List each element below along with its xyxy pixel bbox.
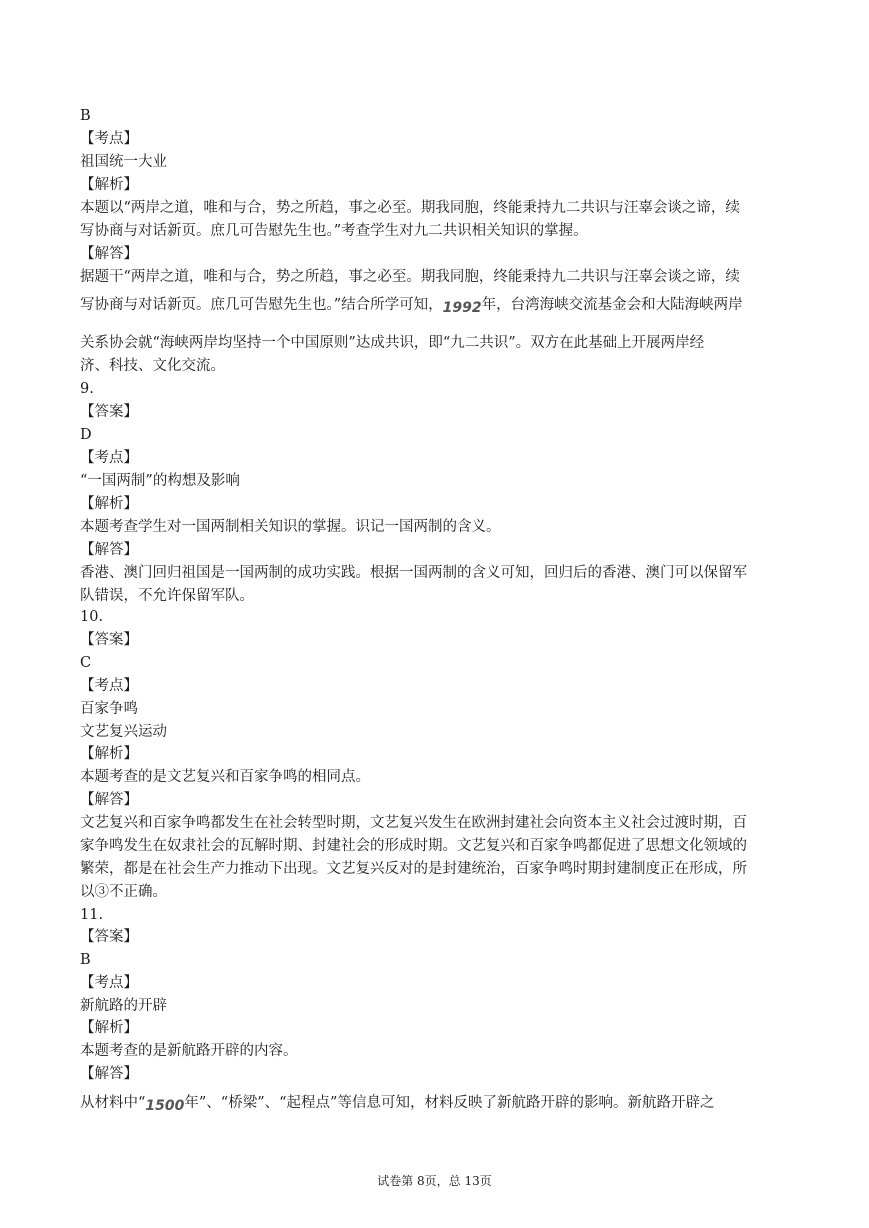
q9-jieda-line-1: 香港、澳门回归祖国是一国两制的成功实践。根据一国两制的含义可知，回归后的香港、澳门可以保留军 <box>80 565 747 581</box>
q8-jiexi-line-1: 本题以“两岸之道，唯和与合，势之所趋，事之必至。期我同胞，终能秉持九二共识与汪辜会谈之谛，续 <box>80 200 740 216</box>
q10-kaodian-label: 【考点】 <box>80 678 138 694</box>
q8-kaodian-label: 【考点】 <box>80 131 138 147</box>
q8-kaodian: 祖国统一大业 <box>80 154 167 170</box>
q11-jieda-line-1b: 年”、“桥梁”、“起程点”等信息可知，材料反映了新航路开辟的影响。新航路开辟之 <box>184 1095 715 1111</box>
q10-jieda-label: 【解答】 <box>80 792 138 808</box>
q9-number: 9. <box>80 381 94 397</box>
q9-jieda-label: 【解答】 <box>80 542 138 558</box>
q10-jieda-line-2: 家争鸣发生在奴隶社会的瓦解时期、封建社会的形成时期。文艺复兴和百家争鸣都促进了思想文化领域的 <box>80 838 747 854</box>
q8-jieda-line-1: 据题干“两岸之道，唯和与合，势之所趋，事之必至。期我同胞，终能秉持九二共识与汪辜会谈之谛，续 <box>80 269 740 285</box>
q10-kaodian-2: 文艺复兴运动 <box>80 724 167 740</box>
q9-jieda-line-2: 队错误，不允许保留军队。 <box>80 588 254 604</box>
q10-answer: C <box>80 655 92 671</box>
q11-kaodian-label: 【考点】 <box>80 975 138 991</box>
q9-jiexi-label: 【解析】 <box>80 496 138 512</box>
q11-answer-label: 【答案】 <box>80 929 138 945</box>
q8-jieda-line-3: 关系协会就“海峡两岸均坚持一个中国原则”达成共识，即“九二共识”。双方在此基础上开展两岸经 <box>80 335 705 351</box>
q11-jieda-line-1 <box>80 1092 785 1114</box>
q11-jiexi-label: 【解析】 <box>80 1020 138 1036</box>
q8-jieda-line-2b: 年，台湾海峡交流基金会和大陆海峡两岸 <box>481 297 743 313</box>
q10-number: 10. <box>80 609 104 625</box>
q10-jiexi: 本题考查的是文艺复兴和百家争鸣的相同点。 <box>80 769 370 785</box>
q11-jieda-line-1a: 从材料中“ <box>80 1095 146 1111</box>
year-1500: 1500 <box>145 1098 185 1114</box>
q10-kaodian-1: 百家争鸣 <box>80 701 138 717</box>
q9-answer: D <box>80 427 92 443</box>
q11-jiexi: 本题考查的是新航路开辟的内容。 <box>80 1043 298 1059</box>
q8-jiexi-label: 【解析】 <box>80 177 138 193</box>
q9-answer-label: 【答案】 <box>80 404 138 420</box>
q10-jiexi-label: 【解析】 <box>80 746 138 762</box>
q11-number: 11. <box>80 907 104 923</box>
q10-jieda-line-1: 文艺复兴和百家争鸣都发生在社会转型时期，文艺复兴发生在欧洲封建社会向资本主义社会过渡时期，百 <box>80 815 747 831</box>
q11-kaodian: 新航路的开辟 <box>80 998 167 1014</box>
q10-answer-label: 【答案】 <box>80 632 138 648</box>
q8-jiexi-line-2: 写协商与对话新页。庶几可告慰先生也。”考查学生对九二共识相关知识的掌握。 <box>80 223 588 239</box>
q8-jieda-label: 【解答】 <box>80 246 138 262</box>
page-footer: 试卷第 8页，总 13页 <box>377 1174 492 1188</box>
q9-jiexi: 本题考查学生对一国两制相关知识的掌握。识记一国两制的含义。 <box>80 519 501 535</box>
q8-answer: B <box>80 108 91 124</box>
q11-jieda-label: 【解答】 <box>80 1066 138 1082</box>
q11-answer: B <box>80 952 91 968</box>
q8-jieda-line-2 <box>80 294 785 316</box>
q10-jieda-line-3: 繁荣，都是在社会生产力推动下出现。文艺复兴反对的是封建统治，百家争鸣时期封建制度正在形成，所 <box>80 861 747 877</box>
q8-jieda-line-2a: 写协商与对话新页。庶几可告慰先生也。”结合所学可知， <box>80 297 443 313</box>
q8-jieda-line-4: 济、科技、文化交流。 <box>80 358 225 374</box>
q10-jieda-line-4: 以③不正确。 <box>80 884 167 900</box>
year-1992: 1992 <box>442 300 482 316</box>
q9-kaodian-label: 【考点】 <box>80 450 138 466</box>
q9-kaodian: “一国两制”的构想及影响 <box>80 473 240 489</box>
